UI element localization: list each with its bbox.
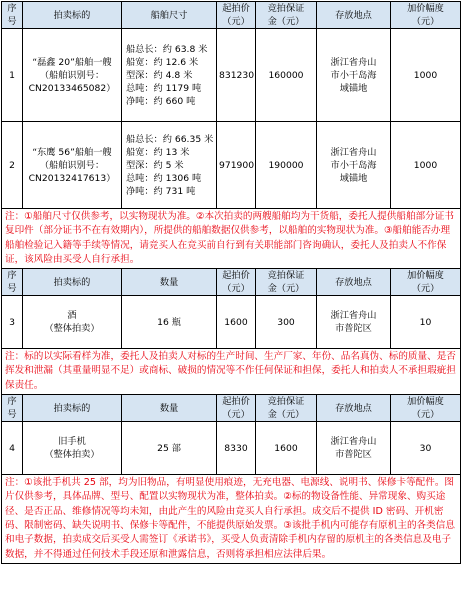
row-deposit: 190000 xyxy=(256,122,317,209)
row-location: 浙江省舟山 市小干岛海 域锚地 xyxy=(317,29,391,122)
liquor-note: 注：标的以实际看样为准，委托人及拍卖人对标的生产时间、生产厂家、年份、品名真伪、标的质量、是否挥发和泄漏（其重量明显不足）或商标、破损的情况等不作任何保证和担保，委托人和拍卖人不承担瑕疵担保责任。 xyxy=(2,349,461,395)
row-item: 旧手机 （整体拍卖） xyxy=(23,422,122,475)
header-start-price: 起拍价 （元） xyxy=(217,2,256,29)
row-start-price: 971900 xyxy=(217,122,256,209)
table-row xyxy=(2,122,461,209)
header-deposit: 竞拍保证 金（元） xyxy=(256,269,317,296)
header-location: 存放地点 xyxy=(317,269,391,296)
row-increment: 10 xyxy=(391,296,461,349)
row-item: 酒 （整体拍卖） xyxy=(23,296,122,349)
row-increment: 1000 xyxy=(391,29,461,122)
liquor-table-header xyxy=(2,269,461,296)
header-size: 船舶尺寸 xyxy=(122,2,217,29)
row-ship-size: 船总长：约 63.8 米 船宽：约 12.6 米 型深：约 4.8 米 总吨：约 1179 吨 净吨：约 660 吨 xyxy=(122,29,217,122)
row-item: “东鹰 56”船舶一艘 （船舶识别号： CN20132417613） xyxy=(23,122,122,209)
header-quantity: 数量 xyxy=(122,395,217,422)
table-row xyxy=(2,296,461,349)
header-deposit: 竞拍保证 金（元） xyxy=(256,395,317,422)
header-start-price: 起拍价 （元） xyxy=(217,269,256,296)
row-location: 浙江省舟山 市小干岛海 域锚地 xyxy=(317,122,391,209)
header-no: 序 号 xyxy=(2,395,23,422)
row-deposit: 160000 xyxy=(256,29,317,122)
header-item: 拍卖标的 xyxy=(23,395,122,422)
phone-note: 注：①该批手机共 25 部，均为旧物品，有明显使用痕迹，无充电器、电源线、说明书、保修卡等配件。图片仅供参考，具体品牌、型号、配置以实物现状为准，整体拍卖。②标的物设备性能、异常现象、购买途径、是否正品、维修情况等均未知，由此产生的风险由竞买人自行承担。成交后不提供 ID 密码、开机密码、限制密码、缺失说明书、保修卡等配件，不能提供原始发票。③该批手机内可能存有原机主的各类信息和电子数据，拍卖成交后买受人需签订《承诺书》，买受人负责清除手机内存留的原机主的各类信息及电子数据，并不得通过任何技术手段还原和泄露信息，否则将承担相应法律后果。 xyxy=(2,475,461,564)
header-increment: 加价幅度 （元） xyxy=(391,2,461,29)
note-row xyxy=(2,475,461,564)
header-increment: 加价幅度 （元） xyxy=(391,395,461,422)
note-row xyxy=(2,209,461,269)
row-deposit: 300 xyxy=(256,296,317,349)
row-no: 4 xyxy=(2,422,23,475)
header-location: 存放地点 xyxy=(317,2,391,29)
row-start-price: 1600 xyxy=(217,296,256,349)
row-location: 浙江省舟山 市普陀区 xyxy=(317,296,391,349)
header-deposit: 竞拍保证 金（元） xyxy=(256,2,317,29)
row-quantity: 25 部 xyxy=(122,422,217,475)
row-item: “磊鑫 20”船舶一艘 （船舶识别号： CN20133465082） xyxy=(23,29,122,122)
header-quantity: 数量 xyxy=(122,269,217,296)
phone-table-header xyxy=(2,395,461,422)
row-no: 2 xyxy=(2,122,23,209)
header-start-price: 起拍价 （元） xyxy=(217,395,256,422)
note-row xyxy=(2,349,461,395)
row-start-price: 8330 xyxy=(217,422,256,475)
row-no: 1 xyxy=(2,29,23,122)
row-quantity: 16 瓶 xyxy=(122,296,217,349)
row-increment: 30 xyxy=(391,422,461,475)
header-increment: 加价幅度 （元） xyxy=(391,269,461,296)
header-item: 拍卖标的 xyxy=(23,2,122,29)
table-row xyxy=(2,422,461,475)
row-start-price: 831230 xyxy=(217,29,256,122)
table-row xyxy=(2,29,461,122)
ship-table-header xyxy=(2,2,461,29)
header-no: 序 号 xyxy=(2,269,23,296)
header-item: 拍卖标的 xyxy=(23,269,122,296)
row-deposit: 1600 xyxy=(256,422,317,475)
header-location: 存放地点 xyxy=(317,395,391,422)
row-ship-size: 船总长：约 66.35 米 船宽：约 13 米 型深：约 5 米 总吨：约 1306 吨 净吨：约 731 吨 xyxy=(122,122,217,209)
header-no: 序 号 xyxy=(2,2,23,29)
auction-table xyxy=(1,1,461,564)
row-location: 浙江省舟山 市普陀区 xyxy=(317,422,391,475)
row-increment: 1000 xyxy=(391,122,461,209)
ship-note: 注：①船舶尺寸仅供参考，以实物现状为准。②本次拍卖的两艘船舶均为干货船，委托人提供船舶部分证书复印件（部分证书不在有效期内），所提供的船舶数据仅供参考，以船舶的实物现状为准。③船舶能否办理船舶检验记入籍等手续等情况，请竞买人在竞买前自行到有关职能部门咨询确认，委托人及拍卖人不作保证，该风险由买受人自行承担。 xyxy=(2,209,461,269)
row-no: 3 xyxy=(2,296,23,349)
